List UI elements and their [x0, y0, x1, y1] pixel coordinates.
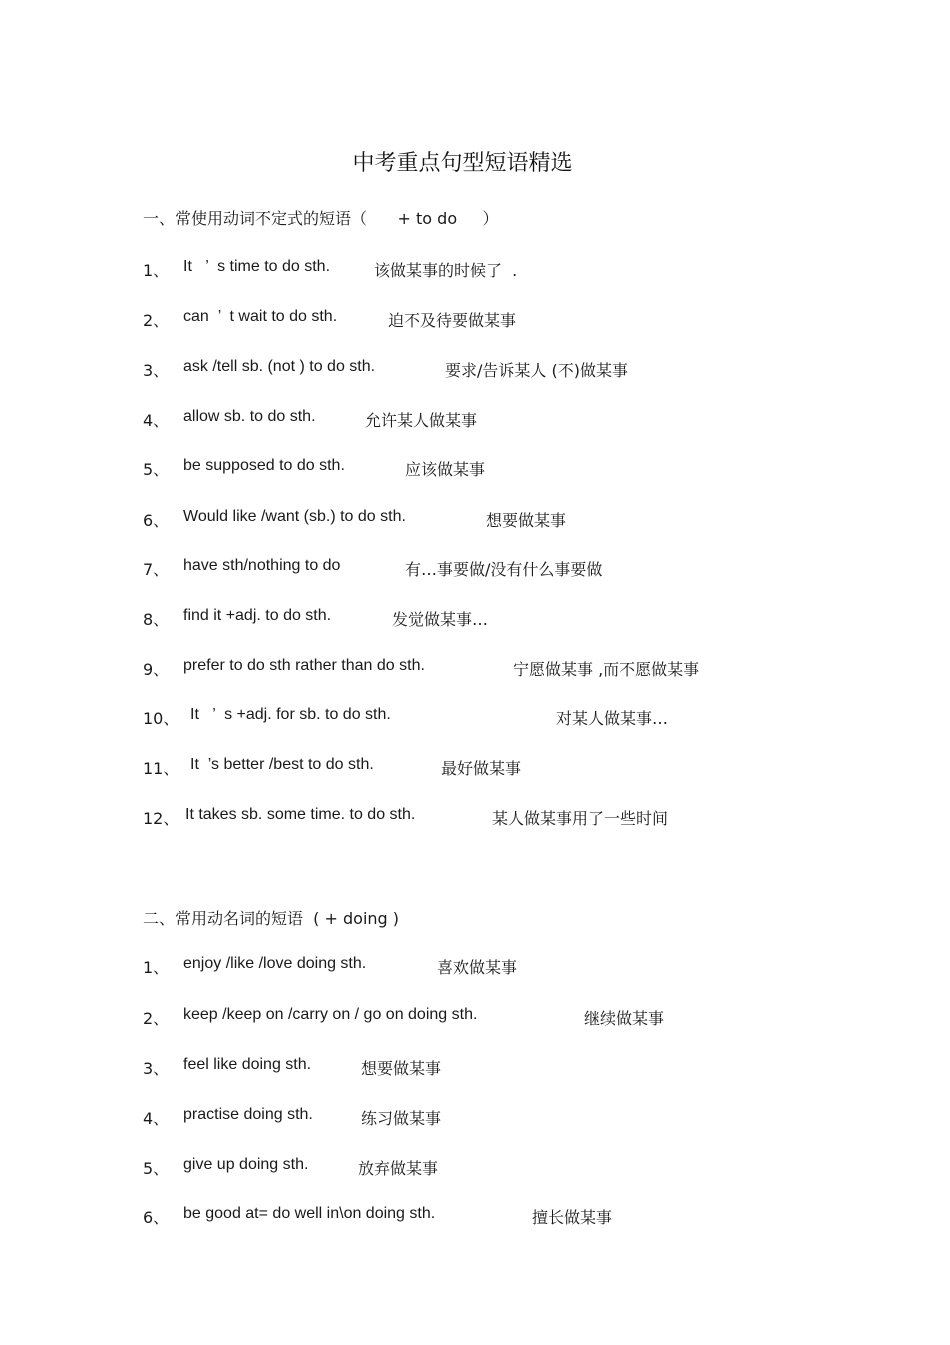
- item-phrase: give up doing sth.: [183, 1156, 309, 1173]
- item-meaning: 继续做某事: [584, 1009, 665, 1028]
- item-phrase: ask /tell sb. (not ) to do sth.: [183, 358, 376, 375]
- item-phrase: feel like doing sth.: [183, 1056, 312, 1073]
- item-meaning: 想要做某事: [361, 1059, 442, 1078]
- list-item: [143, 706, 669, 730]
- item-phrase: can ’ t wait to do sth.: [183, 308, 338, 325]
- section1-heading: 一、常使用动词不定式的短语（ + to do ）: [143, 209, 499, 228]
- item-number: 6、: [143, 1208, 170, 1227]
- item-number: 4、: [143, 1109, 170, 1128]
- list-item: [143, 358, 628, 382]
- item-meaning: 应该做某事: [405, 460, 486, 479]
- list-item: [143, 508, 567, 532]
- item-number: 11、: [143, 759, 180, 778]
- item-meaning: 允许某人做某事: [365, 411, 478, 430]
- list-item: [143, 1156, 439, 1180]
- item-meaning: 该做某事的时候了 .: [374, 261, 518, 280]
- item-phrase: keep /keep on /carry on / go on doing sth.: [183, 1006, 478, 1023]
- item-meaning: 有…事要做/没有什么事要做: [405, 560, 603, 579]
- item-phrase: It ’s better /best to do sth.: [190, 756, 374, 773]
- list-item: [143, 607, 489, 631]
- list-item: [143, 756, 522, 780]
- list-item: [143, 1006, 665, 1030]
- list-item: [143, 1106, 442, 1130]
- list-item: [143, 557, 603, 581]
- list-item: [143, 258, 518, 282]
- item-phrase: It takes sb. some time. to do sth.: [185, 806, 416, 823]
- item-number: 7、: [143, 560, 170, 579]
- item-meaning: 某人做某事用了一些时间: [492, 809, 669, 828]
- item-number: 5、: [143, 1159, 170, 1178]
- item-phrase: be supposed to do sth.: [183, 457, 345, 474]
- item-number: 3、: [143, 1059, 170, 1078]
- item-meaning: 迫不及待要做某事: [388, 311, 517, 330]
- list-item: [143, 955, 518, 979]
- item-phrase: have sth/nothing to do: [183, 557, 341, 574]
- item-number: 9、: [143, 660, 170, 679]
- item-phrase: It ’ s time to do sth.: [183, 258, 331, 275]
- section2-heading: 二、常用动名词的短语 ( + doing ): [143, 909, 400, 928]
- list-item: [143, 408, 478, 432]
- item-meaning: 练习做某事: [361, 1109, 442, 1128]
- item-number: 1、: [143, 261, 170, 280]
- list-item: [143, 1056, 442, 1080]
- list-item: [143, 657, 700, 681]
- item-number: 2、: [143, 311, 170, 330]
- item-phrase: Would like /want (sb.) to do sth.: [183, 508, 406, 525]
- item-meaning: 宁愿做某事 ,而不愿做某事: [513, 660, 700, 679]
- item-meaning: 想要做某事: [486, 511, 567, 530]
- list-item: [143, 308, 517, 332]
- item-phrase: find it +adj. to do sth.: [183, 607, 332, 624]
- item-meaning: 擅长做某事: [532, 1208, 613, 1227]
- page-title: 中考重点句型短语精选: [352, 151, 573, 176]
- item-phrase: enjoy /like /love doing sth.: [183, 955, 367, 972]
- list-item: [143, 806, 669, 830]
- item-meaning: 喜欢做某事: [437, 958, 518, 977]
- item-number: 8、: [143, 610, 170, 629]
- item-phrase: allow sb. to do sth.: [183, 408, 316, 425]
- item-number: 2、: [143, 1009, 170, 1028]
- item-phrase: prefer to do sth rather than do sth.: [183, 657, 425, 674]
- item-meaning: 要求/告诉某人 (不)做某事: [445, 361, 628, 380]
- list-item: [143, 457, 486, 481]
- item-meaning: 最好做某事: [441, 759, 522, 778]
- item-number: 3、: [143, 361, 170, 380]
- item-number: 10、: [143, 709, 180, 728]
- item-number: 12、: [143, 809, 180, 828]
- item-phrase: be good at= do well in\on doing sth.: [183, 1205, 436, 1222]
- item-meaning: 对某人做某事…: [556, 709, 669, 728]
- item-number: 1、: [143, 958, 170, 977]
- item-number: 6、: [143, 511, 170, 530]
- item-meaning: 发觉做某事…: [392, 610, 489, 629]
- item-number: 5、: [143, 460, 170, 479]
- item-number: 4、: [143, 411, 170, 430]
- item-phrase: practise doing sth.: [183, 1106, 313, 1123]
- item-phrase: It ’ s +adj. for sb. to do sth.: [190, 706, 391, 723]
- item-meaning: 放弃做某事: [358, 1159, 439, 1178]
- list-item: [143, 1205, 613, 1229]
